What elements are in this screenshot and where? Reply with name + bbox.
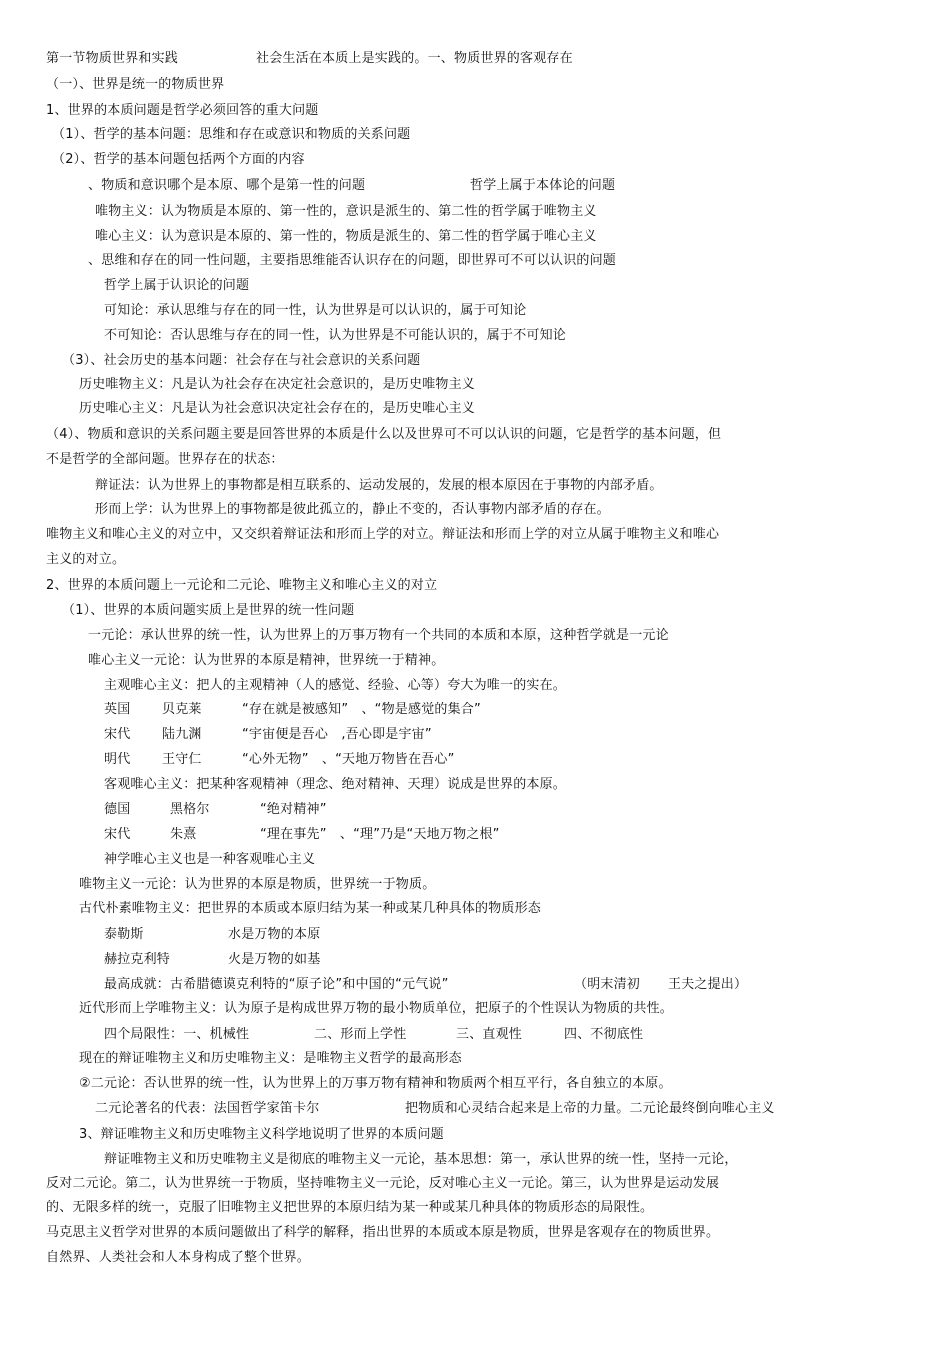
country-cell: 明代 (104, 752, 131, 767)
text-line: 主观唯心主义：把人的主观精神（人的感觉、经验、心等）夸大为唯一的实在。 (104, 678, 567, 693)
text-line: 哲学上属于认识论的问题 (104, 278, 250, 293)
text-line: 可知论：承认思维与存在的同一性，认为世界是可以认识的，属于可知论 (104, 303, 527, 318)
quote-cell: “存在就是被感知” 、“物是感觉的集合” (242, 702, 481, 717)
text-line: 唯物主义和唯心主义的对立中，又交织着辩证法和形而上学的对立。辩证法和形而上学的对立从属于唯物主义和唯心 (46, 527, 720, 542)
country-cell: 德国 (104, 802, 131, 817)
philosopher-cell: 陆九渊 (162, 727, 202, 742)
text-segment: 三、直观性 (456, 1027, 523, 1042)
text-line: （1）、世界的本质问题实质上是世界的统一性问题 (62, 603, 355, 618)
text-line: 近代形而上学唯物主义：认为原子是构成世界万物的最小物质单位，把原子的个性误认为物质的共性。 (79, 1001, 674, 1016)
text-line: （4）、物质和意识的关系问题主要是回答世界的本质是什么以及世界可不可以认识的问题，它是哲学的基本问题，但 (46, 427, 722, 442)
text-segment: 二、形而上学性 (314, 1027, 407, 1042)
text-line: 不可知论：否认思维与存在的同一性，认为世界是不可能认识的，属于不可知论 (104, 328, 567, 343)
philosopher-cell: 赫拉克利特 (104, 952, 171, 967)
country-cell: 英国 (104, 702, 131, 717)
text-segment: 哲学上属于本体论的问题 (470, 178, 616, 193)
text-line: 马克思主义哲学对世界的本质问题做出了科学的解释，指出世界的本质或本原是物质，世界是客观存在的物质世界。 (46, 1225, 720, 1240)
text-line: 一元论：承认世界的统一性，认为世界上的万事万物有一个共同的本质和本原，这种哲学就是一元论 (88, 628, 669, 643)
text-line: 唯心主义一元论：认为世界的本原是精神，世界统一于精神。 (88, 653, 445, 668)
text-line: 古代朴素唯物主义：把世界的本质或本原归结为某一种或某几种具体的物质形态 (79, 901, 542, 916)
text-line: 历史唯心主义：凡是认为社会意识决定社会存在的，是历史唯心主义 (79, 401, 476, 416)
quote-cell: “宇宙便是吾心 ,吾心即是宇宙” (242, 727, 432, 742)
text-line: 、思维和存在的同一性问题，主要指思维能否认识存在的问题，即世界可不可以认识的问题 (88, 253, 617, 268)
text-segment: （明末清初 (574, 977, 641, 992)
text-line: 唯心主义：认为意识是本原的、第一性的，物质是派生的、第二性的哲学属于唯心主义 (95, 229, 597, 244)
text-line: 唯物主义一元论：认为世界的本原是物质，世界统一于物质。 (79, 877, 436, 892)
heading-line: （一）、世界是统一的物质世界 (46, 77, 225, 92)
text-segment: 四个局限性：一、机械性 (104, 1027, 250, 1042)
text-line: 不是哲学的全部问题。世界存在的状态： (46, 452, 284, 467)
section-title: 第一节物质世界和实践 (46, 51, 179, 66)
quote-cell: “心外无物” 、“天地万物皆在吾心” (242, 752, 455, 767)
quote-cell: “理在事先” 、“理”乃是“天地万物之根” (260, 827, 500, 842)
heading-line: 3、辩证唯物主义和历史唯物主义科学地说明了世界的本质问题 (79, 1127, 444, 1142)
text-segment: 二元论著名的代表：法国哲学家笛卡尔 (95, 1101, 320, 1116)
philosopher-cell: 泰勒斯 (104, 927, 144, 942)
text-line: （3）、社会历史的基本问题：社会存在与社会意识的关系问题 (62, 353, 421, 368)
text-segment: 王夫之提出） (668, 977, 748, 992)
text-line: （1）、哲学的基本问题：思维和存在或意识和物质的关系问题 (52, 127, 411, 142)
text-line: 辩证唯物主义和历史唯物主义是彻底的唯物主义一元论，基本思想：第一，承认世界的统一性，坚持一元论， (104, 1152, 738, 1167)
philosopher-cell: 贝克莱 (162, 702, 202, 717)
text-line: 形而上学：认为世界上的事物都是彼此孤立的，静止不变的，否认事物内部矛盾的存在。 (95, 502, 610, 517)
philosopher-cell: 王守仁 (162, 752, 202, 767)
text-line: 神学唯心主义也是一种客观唯心主义 (104, 852, 316, 867)
text-segment: 四、不彻底性 (564, 1027, 644, 1042)
quote-cell: “绝对精神” (260, 802, 327, 817)
text-line: 的、无限多样的统一，克服了旧唯物主义把世界的本原归结为某一种或某几种具体的物质形态的局限性。 (46, 1200, 654, 1215)
text-line: （2）、哲学的基本问题包括两个方面的内容 (52, 152, 305, 167)
philosopher-cell: 黑格尔 (170, 802, 210, 817)
text-line: ②二元论：否认世界的统一性，认为世界上的万事万物有精神和物质两个相互平行，各自独立的本原。 (79, 1076, 672, 1091)
text-segment: 把物质和心灵结合起来是上帝的力量。二元论最终倒向唯心主义 (405, 1101, 775, 1116)
text-line: 客观唯心主义：把某种客观精神（理念、绝对精神、天理）说成是世界的本原。 (104, 777, 567, 792)
text-line: 唯物主义：认为物质是本原的、第一性的，意识是派生的、第二性的哲学属于唯物主义 (95, 204, 597, 219)
quote-cell: 火是万物的如基 (228, 952, 321, 967)
country-cell: 宋代 (104, 827, 131, 842)
text-segment: 最高成就：古希腊德谟克利特的“原子论”和中国的“元气说” (104, 977, 449, 992)
text-line: 自然界、人类社会和人本身构成了整个世界。 (46, 1250, 311, 1265)
philosopher-cell: 朱熹 (170, 827, 197, 842)
text-segment: 、物质和意识哪个是本原、哪个是第一性的问题 (88, 178, 366, 193)
heading-line: 1、世界的本质问题是哲学必须回答的重大问题 (46, 103, 319, 118)
text-line: 历史唯物主义：凡是认为社会存在决定社会意识的，是历史唯物主义 (79, 377, 476, 392)
text-segment: 社会生活在本质上是实践的。一、物质世界的客观存在 (256, 51, 573, 66)
text-line: 辩证法：认为世界上的事物都是相互联系的、运动发展的，发展的根本原因在于事物的内部矛盾。 (95, 478, 663, 493)
text-line: 主义的对立。 (46, 552, 126, 567)
text-line: 现在的辩证唯物主义和历史唯物主义：是唯物主义哲学的最高形态 (79, 1051, 462, 1066)
quote-cell: 水是万物的本原 (228, 927, 321, 942)
text-line: 反对二元论。第二，认为世界统一于物质，坚持唯物主义一元论，反对唯心主义一元论。第三，认为世界是运动发展 (46, 1176, 720, 1191)
country-cell: 宋代 (104, 727, 131, 742)
heading-line: 2、世界的本质问题上一元论和二元论、唯物主义和唯心主义的对立 (46, 578, 438, 593)
